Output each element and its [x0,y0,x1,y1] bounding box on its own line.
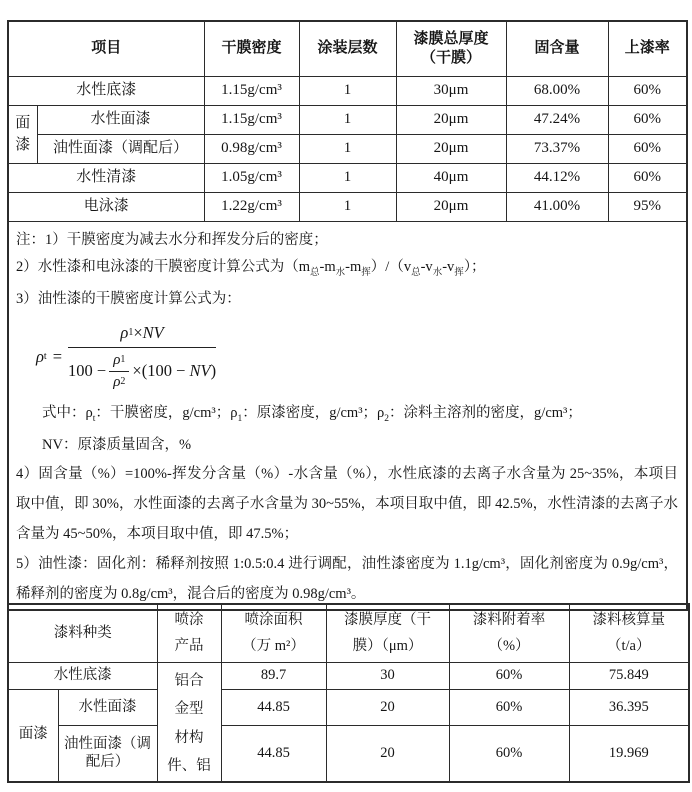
header-paint-rate: 上漆率 [608,21,687,76]
paint-accounting-table [7,603,690,783]
area-cell: 44.85 [221,726,326,782]
header-accounting-amount-line1: 漆料核算量 [592,612,665,629]
header-spray-area-line2: （万 m²） [242,638,305,655]
thickness-cell: 30μm [396,76,506,105]
table1-header-row [8,21,687,76]
area-cell: 89.7 [221,662,326,689]
table2-header-row [8,604,689,662]
rate-cell: 60% [608,76,687,105]
rate-cell: 95% [608,192,687,221]
row-name-cell: 水性面漆 [58,689,157,726]
header-sprayed-product [157,604,221,662]
product-line: 铝合 [174,672,204,689]
formula-denominator [68,348,216,392]
thickness-cell: 20μm [396,105,506,134]
formula-main-fraction [68,323,216,391]
header-item: 项目 [8,21,204,76]
topcoat-group-label: 面漆 [8,689,58,782]
note-3: 3）油性漆的干膜密度计算公式为： [16,291,241,308]
formula-inner-fraction [109,351,129,392]
rate-cell: 60% [608,134,687,163]
table-row [8,726,689,782]
formula-inner-num: ρ 1 [109,351,129,372]
note-1: 注：1）干膜密度为减去水分和挥发分后的密度； [16,231,328,248]
row-name-cell: 电泳漆 [8,192,204,221]
formula-den-end: ) [210,360,217,380]
header-total-thickness-line1: 漆膜总厚度 [413,31,489,47]
layers-cell: 1 [299,163,396,192]
row-name-cell: 油性面漆（调配后） [37,134,204,163]
formula-legend-nv: NV：原漆质量固含，% [42,437,192,454]
amount-cell: 19.969 [569,726,689,782]
table-row [8,192,687,221]
layers-cell: 1 [299,105,396,134]
solid-cell: 44.12% [506,163,608,192]
layers-cell: 1 [299,192,396,221]
dry-film-density-formula [36,323,678,391]
table-row [8,662,689,689]
formula-lhs: ρ [36,347,44,367]
sprayed-product-cell [157,662,221,782]
layers-cell: 1 [299,134,396,163]
header-dry-film-density: 干膜密度 [204,21,299,76]
header-spray-area [221,604,326,662]
note-4: 4）固含量（%）=100%-挥发分含量（%）-水含量（%），水性底漆的去离子水含量为 25~35%，本项目取中值，即 30%，水性面漆的去离子水含量为 30~55%，本项目取中值，即 42.5%，水性清漆的去离子水含量为 45~50%，本项目取中值，即 47.5%； [16,466,679,543]
table-row [8,689,689,726]
solid-cell: 73.37% [506,134,608,163]
area-cell: 44.85 [221,689,326,726]
header-film-thickness-line2: 膜）（μm） [352,638,423,655]
rate-cell: 60% [608,163,687,192]
solid-cell: 41.00% [506,192,608,221]
formula-legend: 式中：$\rho_t$：干膜密度，g/cm³；$\rho_1$：原漆密度，g/cm³；$\rho_2$：涂料主溶剂的密度，g/cm³； [42,404,582,424]
formula-numerator [68,323,216,348]
row-name-cell: 水性面漆 [37,105,204,134]
header-spray-area-line1: 喷涂面积 [244,612,303,629]
table-row [8,105,687,134]
note-5: 5）油性漆：固化剂：稀释剂按照 1:0.5:0.4 进行调配，油性漆密度为 1.1g/cm³，固化剂密度为 0.9g/cm³，稀释剂的密度为 0.8g/cm³，混合后的密度为 0.98g/cm³。 [16,556,679,603]
header-solid-content: 固含量 [506,21,608,76]
header-adhesion-rate-line1: 漆料附着率 [472,612,546,629]
formula-num-nv: NV [142,323,164,343]
formula-num-sub: 1 [128,327,134,339]
density-cell: 0.98g/cm³ [204,134,299,163]
notes-cell [8,221,687,610]
header-accounting-amount [569,604,689,662]
table-row [8,163,687,192]
amount-cell: 36.395 [569,689,689,726]
thickness-cell: 20 [326,689,449,726]
table-row [8,76,687,105]
header-adhesion-rate [449,604,569,662]
adhesion-cell: 60% [449,689,569,726]
thickness-cell: 20 [326,726,449,782]
paint-parameters-table [7,20,688,611]
header-coating-layers: 涂装层数 [299,21,396,76]
formula-num-times: × [133,323,143,343]
formula-den-mid: ×(100 − [132,360,186,380]
table-row [8,134,687,163]
note-2: 2）水性漆和电泳漆的干膜密度计算公式为$(m_总-m_水-m_挥)/(v_总-v_水-v_挥)$； [16,258,486,278]
product-line: 金型 [174,701,204,717]
thickness-cell: 40μm [396,163,506,192]
adhesion-cell: 60% [449,726,569,782]
product-line: 材构 [174,729,204,746]
layers-cell: 1 [299,76,396,105]
header-paint-type: 漆料种类 [8,604,157,662]
thickness-cell: 30 [326,662,449,689]
formula-num-rho: ρ [120,323,129,343]
row-name-cell: 水性底漆 [8,662,157,689]
row-name-cell: 水性清漆 [8,163,204,192]
formula-equals: = [52,347,63,367]
formula-inner-den: ρ 2 [113,373,126,390]
rate-cell: 60% [608,105,687,134]
header-total-thickness-line2: （干膜） [421,49,482,66]
thickness-cell: 20μm [396,192,506,221]
topcoat-group-label: 面漆 [8,105,37,163]
header-adhesion-rate-line2: （%） [488,638,530,655]
formula-lhs-subscript: t [43,351,47,363]
product-line: 件、铝 [167,758,211,774]
density-cell: 1.05g/cm³ [204,163,299,192]
header-sprayed-product-line2: 产品 [174,638,204,655]
header-total-thickness [396,21,506,76]
header-film-thickness [326,604,449,662]
header-sprayed-product-line1: 喷涂 [174,612,204,629]
density-cell: 1.15g/cm³ [204,105,299,134]
formula-den-start: 100 − [68,360,107,380]
notes-row [8,221,687,610]
density-cell: 1.22g/cm³ [204,192,299,221]
solid-cell: 68.00% [506,76,608,105]
formula-den-nv: NV [189,360,211,380]
adhesion-cell: 60% [449,662,569,689]
density-cell: 1.15g/cm³ [204,76,299,105]
row-name-cell: 油性面漆（调配后） [58,726,157,782]
solid-cell: 47.24% [506,105,608,134]
thickness-cell: 20μm [396,134,506,163]
header-accounting-amount-line2: （t/a） [607,638,651,655]
header-film-thickness-line1: 漆膜厚度（干 [344,612,431,629]
row-name-cell: 水性底漆 [8,76,204,105]
amount-cell: 75.849 [569,662,689,689]
